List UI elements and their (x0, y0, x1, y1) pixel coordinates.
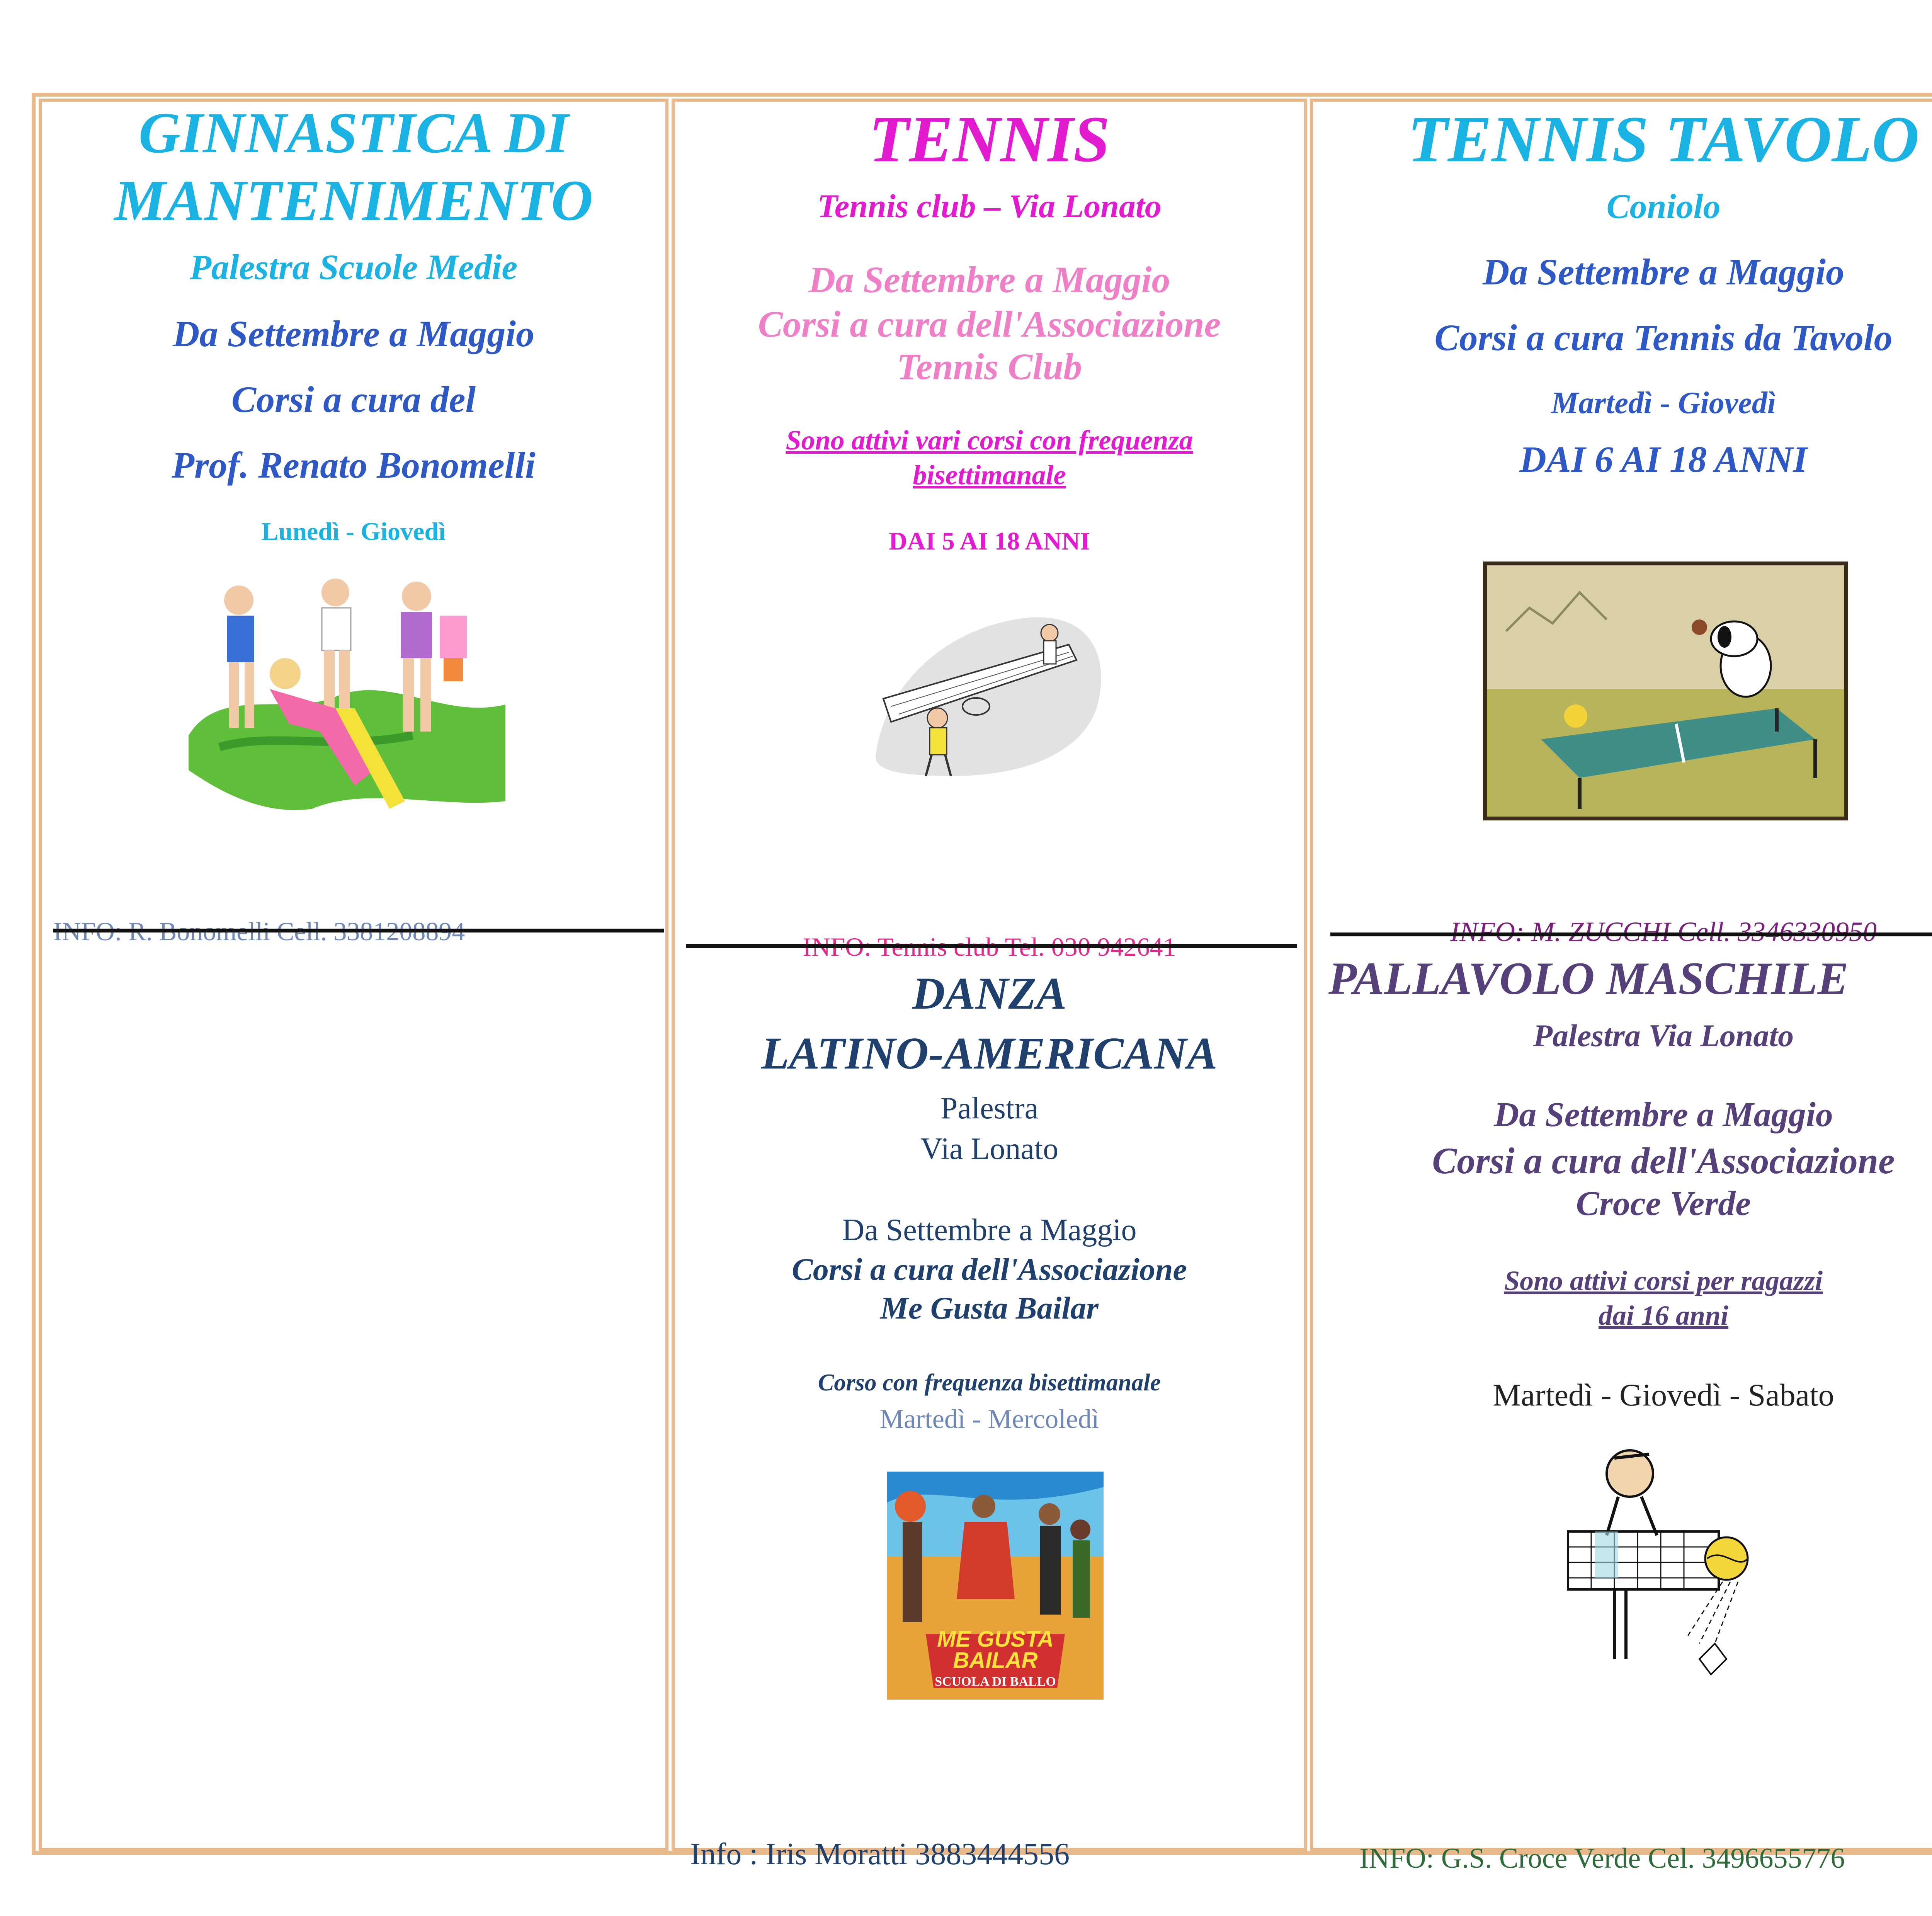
ginnastica-title-line2: MANTENIMENTO (114, 168, 593, 233)
tennistavolo-title: TENNIS TAVOLO (1408, 103, 1919, 175)
ginnastica-place: Palestra Scuole Medie (189, 247, 518, 287)
danza-frequency: Corso con frequenza bisettimanale (818, 1370, 1161, 1396)
danza-title-line2: LATINO-AMERICANA (761, 1028, 1218, 1079)
danza-logo-text-line3: SCUOLA DI BALLO (935, 1674, 1056, 1689)
tennis-place: Tennis club – Via Lonato (817, 187, 1162, 225)
tennistavolo-info: INFO: M. ZUCCHI Cell. 3346330950 (1450, 916, 1877, 947)
pallavolo-days: Martedì - Giovedì - Sabato (1493, 1377, 1834, 1412)
danza-period: Da Settembre a Maggio (842, 1213, 1137, 1247)
pallavolo-title: PALLAVOLO MASCHILE (1328, 953, 1849, 1004)
gymnastics-illustration (173, 569, 517, 817)
ginnastica-title-line1: GINNASTICA DI (138, 101, 569, 165)
tennistavolo-by: Corsi a cura Tennis da Tavolo (1434, 317, 1893, 358)
tennis-note-line1: Sono attivi vari corsi con frequenza (786, 425, 1193, 456)
tennis-info: INFO: Tennis club Tel. 030 942641 (803, 932, 1176, 961)
tennis-title: TENNIS (869, 103, 1110, 175)
tennis-illustration (868, 610, 1111, 780)
danza-place-line2: Via Lonato (920, 1132, 1059, 1166)
panel-tennis-danza (672, 99, 1307, 1871)
pallavolo-by-line1: Corsi a cura dell'Associazione (1432, 1140, 1895, 1181)
tennistavolo-divider (1330, 932, 1932, 936)
tennistavolo-days: Martedì - Giovedì (1551, 386, 1776, 420)
tennistavolo-place: Coniolo (1606, 187, 1721, 226)
danza-place-line1: Palestra (940, 1091, 1039, 1125)
tennis-note-line2: bisettimanale (913, 459, 1066, 490)
panel-tennistavolo-pallavolo (1310, 99, 1932, 1874)
tennistavolo-ages: DAI 6 AI 18 ANNI (1519, 439, 1808, 480)
snoopy-pingpong-picture (1483, 562, 1848, 820)
tennistavolo-period: Da Settembre a Maggio (1483, 251, 1844, 293)
tennis-by-line2: Tennis Club (896, 346, 1082, 387)
danza-days: Martedì - Mercoledì (879, 1404, 1099, 1434)
pallavolo-info: INFO: G.S. Croce Verde Cel. 3496655776 (1359, 1843, 1845, 1874)
ginnastica-period: Da Settembre a Maggio (173, 313, 534, 354)
ginnastica-by: Corsi a cura del (231, 379, 476, 420)
pallavolo-by-line2: Croce Verde (1576, 1184, 1751, 1223)
ginnastica-teacher: Prof. Renato Bonomelli (172, 444, 536, 486)
tennis-divider (686, 944, 1297, 948)
danza-title-line1: DANZA (912, 968, 1067, 1019)
ginnastica-info: INFO: R. Bonomelli Cell. 3381208894 (53, 917, 465, 946)
danza-logo-text-line2: BAILAR (953, 1648, 1038, 1673)
pallavolo-note-line2: dai 16 anni (1598, 1300, 1729, 1331)
volleyball-illustration (1560, 1443, 1784, 1690)
danza-info: Info : Iris Moratti 3883444556 (690, 1837, 1070, 1871)
danza-logo (887, 1472, 1104, 1700)
tennis-by-line1: Corsi a cura dell'Associazione (758, 303, 1221, 345)
danza-by-line2: Me Gusta Bailar (880, 1290, 1099, 1326)
panel-ginnastica (39, 99, 668, 1851)
danza-by-line1: Corsi a cura dell'Associazione (792, 1252, 1187, 1287)
tennis-ages: DAI 5 AI 18 ANNI (889, 527, 1090, 555)
tennis-period: Da Settembre a Maggio (808, 259, 1170, 300)
ginnastica-divider (53, 929, 664, 932)
ginnastica-days: Lunedì - Giovedì (261, 517, 446, 546)
danza-logo-text-line1: ME GUSTA (937, 1627, 1054, 1652)
pallavolo-note-line1: Sono attivi corsi per ragazzi (1504, 1265, 1823, 1296)
pallavolo-place: Palestra Via Lonato (1533, 1018, 1794, 1053)
pallavolo-period: Da Settembre a Maggio (1494, 1096, 1833, 1134)
